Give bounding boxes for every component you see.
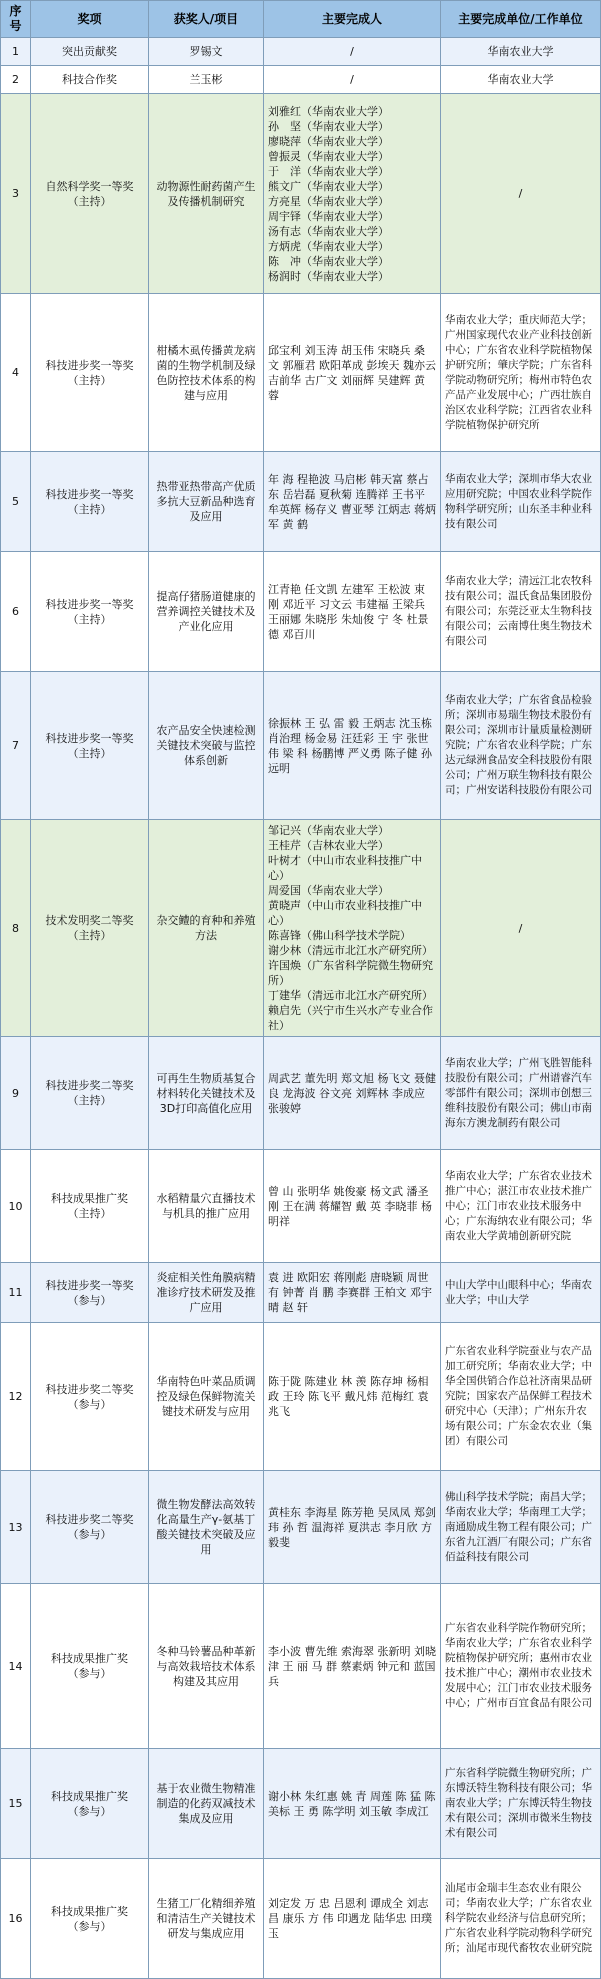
row-units: 佛山科学技术学院；南昌大学；华南农业大学；华南理工大学；南通励成生物工程有限公司；广东省九江酒厂有限公司；广东省佰益科技有限公司: [441, 1471, 601, 1584]
row-units: 广东省农业科学院蚕业与农产品加工研究所；华南农业大学；中华全国供销合作总社济南果品研究院；国家农产品保鲜工程技术研究中心（天津）；广州东升农场有限公司；广东金农农业（集团）有限公司: [441, 1323, 601, 1471]
header-award: 奖项: [31, 1, 149, 38]
table-row: [1, 94, 601, 294]
row-no: 12: [1, 1323, 31, 1471]
row-people: /: [264, 66, 441, 94]
row-no: 16: [1, 1859, 31, 1979]
table-row: [1, 1150, 601, 1263]
row-units: 华南农业大学；广州飞胜智能科技股份有限公司；广州谱睿汽车零部件有限公司；深圳市创想三维科技股份有限公司；佛山市南海东方澳龙制药有限公司: [441, 1037, 601, 1150]
row-people: 年 海 程艳波 马启彬 韩天富 蔡占东 岳岩磊 夏秋菊 连腾祥 王书平 牟英辉 杨存义 曹亚琴 江炳志 蒋炳军 黄 鹤: [264, 452, 441, 552]
table-row: [1, 672, 601, 820]
row-units: 广东省农业科学院作物研究所；华南农业大学；广东省农业科学院植物保护研究所；惠州市农业技术推广中心；潮州市农业技术发展中心；江门市农业技术服务中心；广州市百宜食品有限公司: [441, 1584, 601, 1749]
row-units: 华南农业大学；清远江北农牧科技有限公司；温氏食品集团股份有限公司；东莞泛亚太生物科技有限公司；云南博仕奥生物技术有限公司: [441, 552, 601, 672]
row-people: 周武艺 董先明 郑文旭 杨飞文 聂健良 龙海波 谷文亮 刘辉林 李成应 张骏婷: [264, 1037, 441, 1150]
row-project: 兰玉彬: [149, 66, 264, 94]
row-project: 杂交鳢的育种和养殖方法: [149, 820, 264, 1037]
row-award: 科技成果推广奖 （参与）: [31, 1859, 149, 1979]
row-award: 科技进步奖一等奖 （主持）: [31, 294, 149, 452]
row-no: 3: [1, 94, 31, 294]
row-award: 技术发明奖二等奖 （主持）: [31, 820, 149, 1037]
row-award: 科技进步奖一等奖 （主持）: [31, 672, 149, 820]
row-no: 5: [1, 452, 31, 552]
row-people: 邹记兴（华南农业大学） 王桂芹（吉林农业大学） 叶树才（中山市农业科技推广中心） 周爱国（华南农业大学） 黄晓声（中山市农业科技推广中心） 陈喜锋（佛山科学技术学院） 谢少林（清远市北江水产研究所） 许国焕（广东省科学院微生物研究所） 丁建华（清远市北江水产研究所） 赖启先（兴宁市生兴水产专业合作社）: [264, 820, 441, 1037]
row-award: 自然科学奖一等奖 （主持）: [31, 94, 149, 294]
row-project: 农产品安全快速检测关键技术突破与监控体系创新: [149, 672, 264, 820]
row-award: 科技进步奖二等奖 （参与）: [31, 1471, 149, 1584]
row-no: 4: [1, 294, 31, 452]
row-people: 陈于陇 陈建业 林 羡 陈存坤 杨相政 王玲 陈飞平 戴凡炜 范梅红 袁兆飞: [264, 1323, 441, 1471]
row-units: 华南农业大学: [441, 38, 601, 66]
row-people: 刘雅红（华南农业大学） 孙 坚（华南农业大学） 廖晓萍（华南农业大学） 曾振灵（华南农业大学） 于 洋（华南农业大学） 熊文广（华南农业大学） 方亮星（华南农业大学） 周宇铎（华南农业大学） 汤有志（华南农业大学） 方炳虎（华南农业大学） 陈 冲（华南农业大学） 杨润时（华南农业大学）: [264, 94, 441, 294]
row-no: 9: [1, 1037, 31, 1150]
row-people: 曾 山 张明华 姚俊豪 杨文武 潘圣刚 王在满 蒋耀智 戴 英 李晓菲 杨明祥: [264, 1150, 441, 1263]
row-project: 基于农业微生物精准制造的化药双减技术集成及应用: [149, 1749, 264, 1859]
table-row: [1, 1859, 601, 1979]
row-units: 华南农业大学: [441, 66, 601, 94]
row-project: 炎症相关性角膜病精准诊疗技术研发及推广应用: [149, 1263, 264, 1323]
row-people: 黄桂东 李海星 陈芳艳 吴凤凤 郑剑玮 孙 哲 温海祥 夏洪志 李月欣 方毅斐: [264, 1471, 441, 1584]
row-people: 袁 进 欧阳宏 蒋刚彪 唐晓颖 周世有 钟菁 肖 鹏 李赛群 王柏文 邓宇晴 赵 轩: [264, 1263, 441, 1323]
table-row: [1, 452, 601, 552]
table-row: [1, 38, 601, 66]
row-people: 刘定发 万 忠 吕恩利 谭成全 刘志昌 康乐 方 伟 印遇龙 陆华忠 田璞玉: [264, 1859, 441, 1979]
row-award: 科技成果推广奖 （参与）: [31, 1749, 149, 1859]
row-award: 科技进步奖二等奖 （主持）: [31, 1037, 149, 1150]
row-units: /: [441, 94, 601, 294]
row-people: 邱宝利 刘玉涛 胡玉伟 宋晓兵 桑 文 郭雁君 欧阳革成 彭埃天 魏亦云 吉前华 古广文 刘丽辉 吴建辉 黄 蓉: [264, 294, 441, 452]
row-no: 15: [1, 1749, 31, 1859]
row-project: 热带亚热带高产优质多抗大豆新品种选育及应用: [149, 452, 264, 552]
row-project: 冬种马铃薯品种革新与高效栽培技术体系构建及其应用: [149, 1584, 264, 1749]
table-row: [1, 1323, 601, 1471]
row-units: 华南农业大学；广东省食品检验所；深圳市易瑞生物技术股份有限公司；深圳市计量质量检测研究院；广东省农业科学院；广东达元绿洲食品安全科技股份有限公司；广州万联生物科技有限公司；广州安诺科技股份有限公司: [441, 672, 601, 820]
table-row: [1, 1749, 601, 1859]
header-units: 主要完成单位/工作单位: [441, 1, 601, 38]
row-people: 谢小林 朱红惠 姚 青 周莲 陈 猛 陈美标 王 勇 陈学明 刘玉敏 李成江: [264, 1749, 441, 1859]
row-award: 科技成果推广奖 （主持）: [31, 1150, 149, 1263]
header-no: 序号: [1, 1, 31, 38]
row-project: 水稻精量穴直播技术与机具的推广应用: [149, 1150, 264, 1263]
table-row: [1, 1037, 601, 1150]
row-people: 李小波 曹先维 索海翠 张新明 刘晓津 王 丽 马 群 蔡素炳 钟元和 蓝国兵: [264, 1584, 441, 1749]
row-project: 可再生生物质基复合材料转化关键技术及3D打印高值化应用: [149, 1037, 264, 1150]
header-row: [1, 1, 601, 38]
row-project: 生猪工厂化精细养殖和清洁生产关键技术研发与集成应用: [149, 1859, 264, 1979]
header-people: 主要完成人: [264, 1, 441, 38]
row-no: 6: [1, 552, 31, 672]
row-units: 广东省科学院微生物研究所；广东博沃特生物科技有限公司；华南农业大学；广东博沃特生物技术有限公司；深圳市微米生物技术有限公司: [441, 1749, 601, 1859]
row-units: 华南农业大学；重庆师范大学；广州国家现代农业产业科技创新中心；广东省农业科学院植物保护研究所；肇庆学院；广东省科学院动物研究所；梅州市特色农产品产业发展中心；广西壮族自治区农业科学院；江西省农业科学院植物保护研究所: [441, 294, 601, 452]
row-no: 1: [1, 38, 31, 66]
row-award: 科技合作奖: [31, 66, 149, 94]
row-project: 华南特色叶菜品质调控及绿色保鲜物流关键技术研发与应用: [149, 1323, 264, 1471]
row-units: 汕尾市金瑞丰生态农业有限公司；华南农业大学；广东省农业科学院农业经济与信息研究所；广东省农业科学院动物科学研究所；汕尾市现代畜牧农业研究院: [441, 1859, 601, 1979]
row-award: 科技成果推广奖 （参与）: [31, 1584, 149, 1749]
row-award: 科技进步奖一等奖 （参与）: [31, 1263, 149, 1323]
row-award: 科技进步奖二等奖 （参与）: [31, 1323, 149, 1471]
row-units: 中山大学中山眼科中心；华南农业大学；中山大学: [441, 1263, 601, 1323]
table-row: [1, 552, 601, 672]
header-project: 获奖人/项目: [149, 1, 264, 38]
row-no: 7: [1, 672, 31, 820]
row-project: 柑橘木虱传播黄龙病菌的生物学机制及绿色防控技术体系的构建与应用: [149, 294, 264, 452]
row-award: 突出贡献奖: [31, 38, 149, 66]
table-row: [1, 1584, 601, 1749]
row-award: 科技进步奖一等奖 （主持）: [31, 452, 149, 552]
row-units: 华南农业大学；深圳市华大农业应用研究院；中国农业科学院作物科学研究所；山东圣丰种业科技有限公司: [441, 452, 601, 552]
row-no: 14: [1, 1584, 31, 1749]
table-row: [1, 66, 601, 94]
table-row: [1, 820, 601, 1037]
row-award: 科技进步奖一等奖 （主持）: [31, 552, 149, 672]
row-project: 罗锡文: [149, 38, 264, 66]
row-people: 徐振林 王 弘 雷 毅 王炳志 沈玉栋 肖治理 杨金易 汪廷彩 王 宇 张世伟 梁 科 杨鹏博 严义勇 陈子健 孙远明: [264, 672, 441, 820]
row-units: /: [441, 820, 601, 1037]
table-row: [1, 1471, 601, 1584]
row-project: 微生物发酵法高效转化高量生产γ-氨基丁酸关键技术突破及应用: [149, 1471, 264, 1584]
row-no: 10: [1, 1150, 31, 1263]
row-people: /: [264, 38, 441, 66]
row-people: 江青艳 任文凯 左建军 王松波 束 刚 邓近平 习文云 韦建福 王梁兵 王丽娜 朱晓彤 朱灿俊 宁 冬 杜景德 邓百川: [264, 552, 441, 672]
row-units: 华南农业大学；广东省农业技术推广中心；湛江市农业技术推广中心；江门市农业技术服务中心；广东海纳农业有限公司；华南农业大学黄埔创新研究院: [441, 1150, 601, 1263]
row-no: 13: [1, 1471, 31, 1584]
row-project: 动物源性耐药菌产生及传播机制研究: [149, 94, 264, 294]
row-no: 11: [1, 1263, 31, 1323]
row-no: 8: [1, 820, 31, 1037]
row-no: 2: [1, 66, 31, 94]
table-row: [1, 1263, 601, 1323]
table-row: [1, 294, 601, 452]
row-project: 提高仔猪肠道健康的营养调控关键技术及产业化应用: [149, 552, 264, 672]
